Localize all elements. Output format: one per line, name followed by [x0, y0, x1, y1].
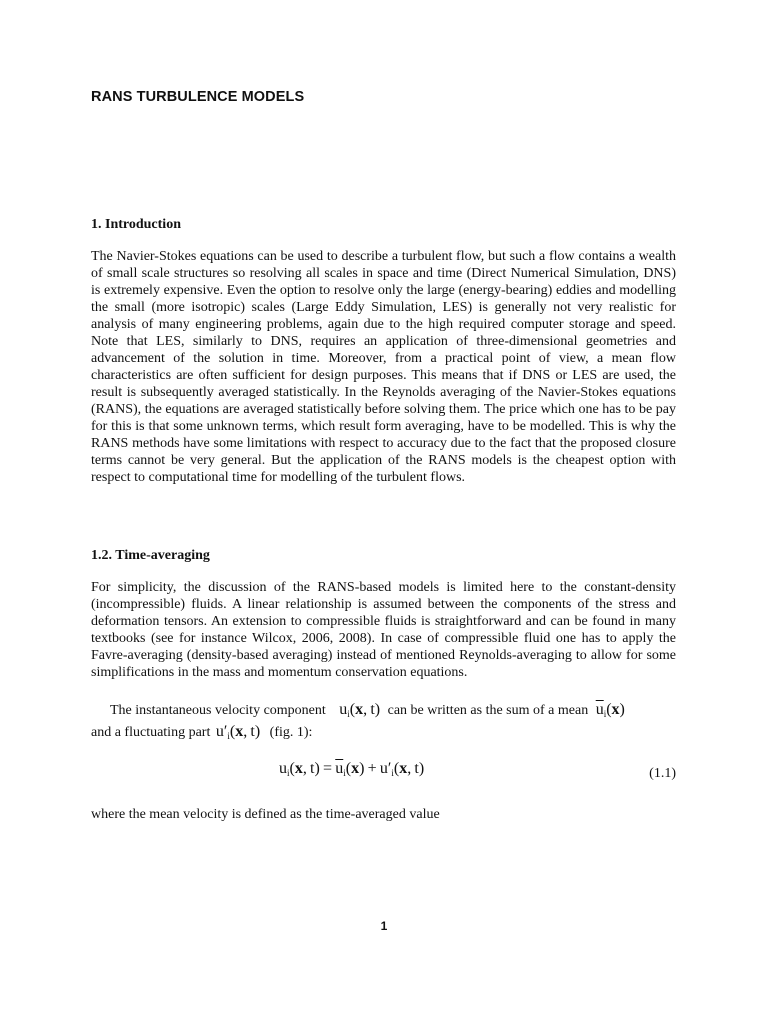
section-heading-introduction: 1. Introduction — [91, 217, 181, 232]
equation-1-1 — [91, 760, 676, 788]
introduction-paragraph: The Navier-Stokes equations can be used to describe a turbulent flow, but such a flow contains a wealth of small scale structures so resolving all scales in space and time (Direct Numerical Simulation, DNS) is extremely expensive. Even the option to resolve only the large (energy-bearing) eddies and modelling the small (more isotropic) scales (Large Eddy Simulation, LES) is generally not very realistic for analysis of many engineering problems, again due to the high required computer storage and speed. Note that LES, similarly to DNS, requires an application of three-dimensional geometries and advancement of the solution in time. Moreover, from a practical point of view, a mean flow characteristics are often sufficient for design purposes. This means that if DNS or LES are used, the result is subsequently averaged statistically. In the Reynolds averaging of the Navier-Stokes equations (RANS), the equations are averaged statistically before solving them. The price which one has to be pay for this is that some unknown terms, which result form averaging, have to be modelled. This is why the RANS methods have some limitations with respect to accuracy due to the fact that the proposed closure terms cannot be very general. But the application of the RANS models is the cheapest option with respect to computational time for modelling of the turbulent flows. — [91, 249, 676, 485]
document-title: RANS TURBULENCE MODELS — [91, 89, 305, 105]
velocity-line-text-a: The instantaneous velocity component — [110, 703, 326, 718]
section-heading-time-averaging: 1.2. Time-averaging — [91, 548, 210, 563]
instantaneous-velocity-symbol: $u_i(x$, t) — [339, 701, 381, 719]
mean-velocity-symbol: $\overline{u}_i(x)$ — [595, 701, 625, 719]
time-averaging-paragraph: For simplicity, the discussion of the RANS-based models is limited here to the constant-density (incompressible) fluids. A linear relationship is assumed between the components of the stress and deformation tensors. An extension to compressible fluids is straightforward and can be found in many textbooks (see for instance Wilcox, 2006, 2008). In case of compressible fluid one has to apply the Favre-averaging (density-based averaging) instead of mentioned Reynolds-averaging to allow for some simplifications in the mass and momentum conservation equations. — [91, 580, 676, 680]
fluctuating-velocity-symbol: $u'_i(x$, t) — [215, 723, 261, 741]
velocity-decomposition-equation: $u_i(x$, $t) = \overline{u}_i(x) + u'_i(x$, t) — [279, 760, 425, 778]
fluctuating-part-line — [91, 723, 312, 745]
fluctuating-line-text-b: (fig. 1): — [269, 725, 313, 740]
equation-number: (1.1) — [649, 766, 676, 781]
closing-sentence: where the mean velocity is defined as the time-averaged value — [91, 807, 440, 822]
fluctuating-line-text-a: and a fluctuating part — [91, 725, 211, 740]
velocity-component-line — [110, 701, 625, 723]
page-number: 1 — [380, 919, 388, 933]
velocity-line-text-b: can be written as the sum of a mean — [387, 703, 589, 718]
